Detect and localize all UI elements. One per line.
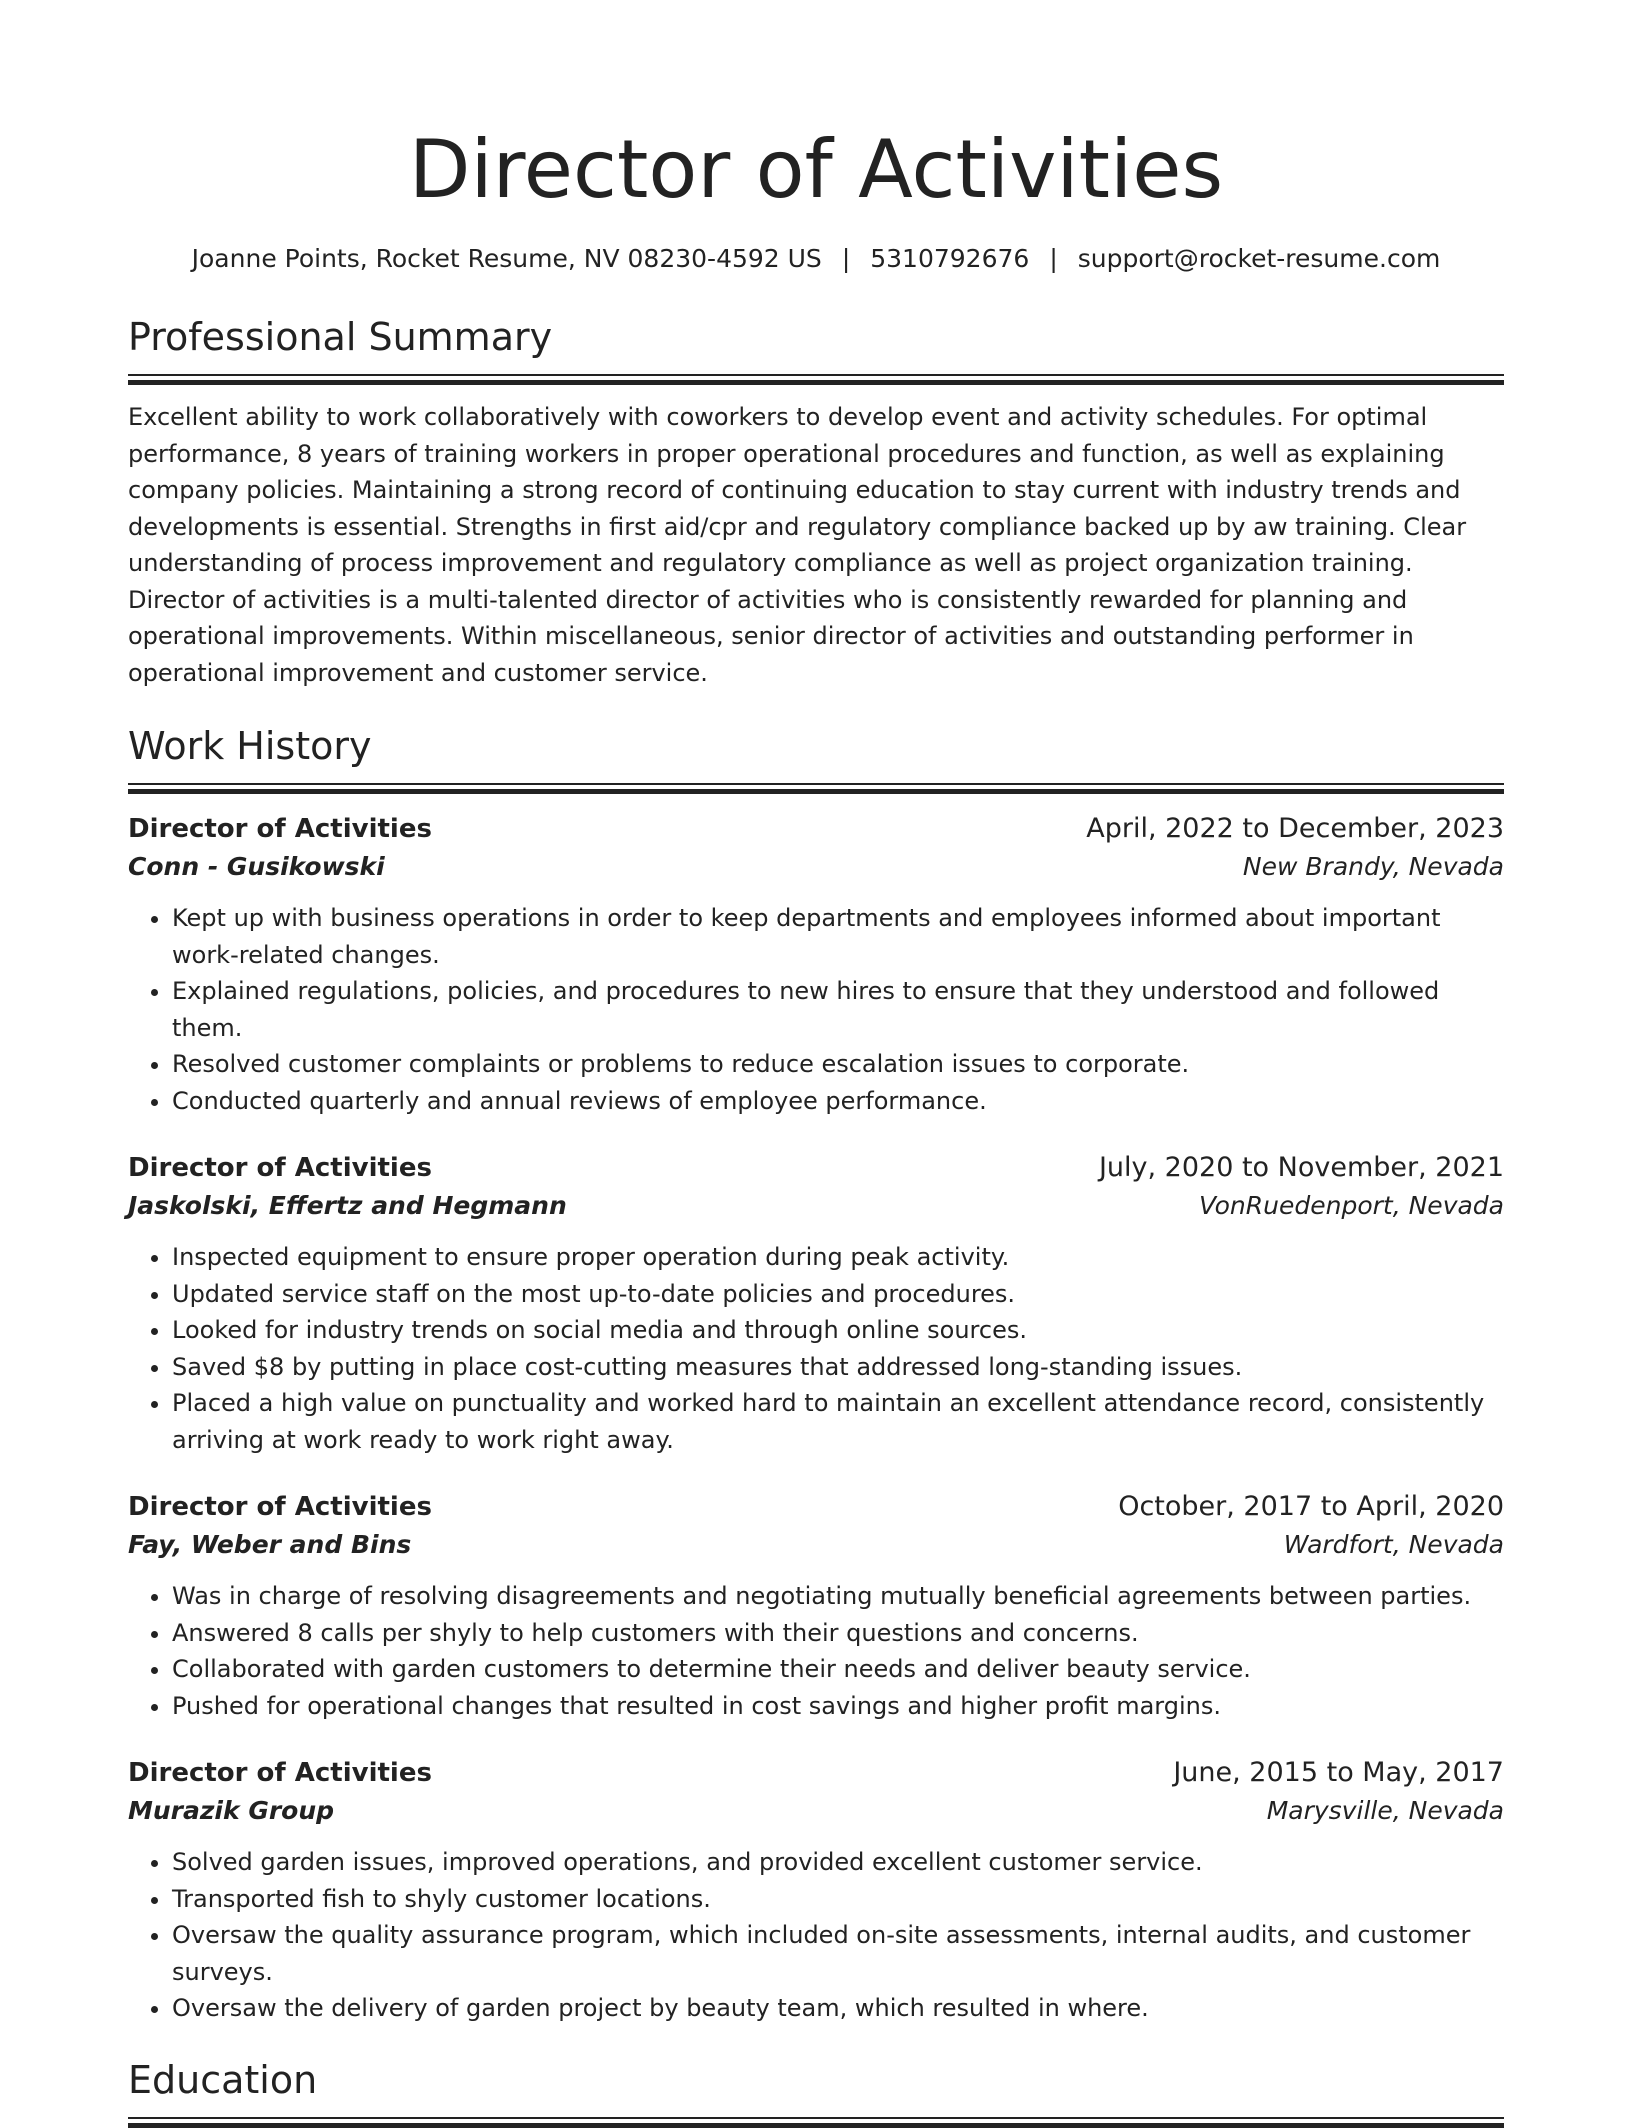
contact-separator: | xyxy=(1049,244,1058,273)
job-subheader xyxy=(128,1526,1504,1564)
job-bullet: • Conducted quarterly and annual reviews of employee performance. xyxy=(172,1083,1504,1120)
job-bullet: • Was in charge of resolving disagreements and negotiating mutually beneficial agreements between parties. xyxy=(172,1578,1504,1615)
job-subheader xyxy=(128,848,1504,886)
job-title: Director of Activities xyxy=(128,1492,432,1522)
job-location: Wardfort, Nevada xyxy=(1283,1530,1504,1559)
job-location: VonRuedenport, Nevada xyxy=(1199,1191,1504,1220)
contact-separator: | xyxy=(841,244,851,273)
job-header xyxy=(128,1754,1504,1792)
job-title: Director of Activities xyxy=(128,814,432,844)
section-divider xyxy=(128,2117,1504,2128)
section-title-education: Education xyxy=(128,2057,318,2102)
job-header xyxy=(128,810,1504,848)
job-entry xyxy=(128,1754,1504,2027)
job-bullet: • Transported fish to shyly customer locations. xyxy=(172,1881,1504,1918)
job-subheader xyxy=(128,1792,1504,1830)
job-dates: July, 2020 to November, 2021 xyxy=(1098,1152,1504,1183)
job-bullet: • Pushed for operational changes that resulted in cost savings and higher profit margins. xyxy=(172,1688,1504,1725)
section-divider xyxy=(128,374,1504,385)
job-bullet: • Oversaw the quality assurance program, which included on-site assessments, internal audits, and customer surveys. xyxy=(172,1917,1504,1990)
job-company: Jaskolski, Effertz and Hegmann xyxy=(128,1191,567,1220)
section-title-work-history: Work History xyxy=(128,724,372,768)
job-bullet: • Collaborated with garden customers to determine their needs and deliver beauty service. xyxy=(172,1651,1504,1688)
job-entry xyxy=(128,1488,1504,1724)
job-bullet-list xyxy=(128,900,1504,1119)
resume-title: Director of Activities xyxy=(408,123,1224,216)
job-bullet-list xyxy=(128,1239,1504,1458)
contact-address: Joanne Points, Rocket Resume, NV 08230-4592 US xyxy=(191,244,822,273)
job-location: Marysville, Nevada xyxy=(1266,1796,1504,1825)
job-bullet: • Inspected equipment to ensure proper operation during peak activity. xyxy=(172,1239,1504,1276)
contact-line xyxy=(128,242,1504,276)
job-bullet: • Resolved customer complaints or problems to reduce escalation issues to corporate. xyxy=(172,1046,1504,1083)
contact-phone: 5310792676 xyxy=(870,244,1030,273)
section-title-summary: Professional Summary xyxy=(128,315,553,359)
job-bullet: • Looked for industry trends on social media and through online sources. xyxy=(172,1312,1504,1349)
job-bullet: • Kept up with business operations in order to keep departments and employees informed about important work-related changes. xyxy=(172,900,1504,973)
job-entry xyxy=(128,1149,1504,1458)
job-entry xyxy=(128,810,1504,1119)
job-bullet: • Answered 8 calls per shyly to help customers with their questions and concerns. xyxy=(172,1615,1504,1652)
job-company: Conn - Gusikowski xyxy=(128,852,385,881)
job-title: Director of Activities xyxy=(128,1758,432,1788)
job-bullet: • Explained regulations, policies, and procedures to new hires to ensure that they understood and followed them. xyxy=(172,973,1504,1046)
job-dates: October, 2017 to April, 2020 xyxy=(1118,1491,1504,1522)
job-title: Director of Activities xyxy=(128,1153,432,1183)
job-bullet: • Oversaw the delivery of garden project by beauty team, which resulted in where. xyxy=(172,1990,1504,2027)
job-company: Murazik Group xyxy=(128,1796,335,1825)
job-bullet-list xyxy=(128,1844,1504,2027)
job-company: Fay, Weber and Bins xyxy=(128,1530,412,1559)
job-location: New Brandy, Nevada xyxy=(1242,852,1504,881)
job-bullet: • Saved $8 by putting in place cost-cutting measures that addressed long-standing issues. xyxy=(172,1349,1504,1386)
job-dates: April, 2022 to December, 2023 xyxy=(1086,813,1504,844)
job-header xyxy=(128,1488,1504,1526)
job-bullet: • Solved garden issues, improved operations, and provided excellent customer service. xyxy=(172,1844,1504,1881)
section-divider xyxy=(128,783,1504,794)
job-header xyxy=(128,1149,1504,1187)
resume-page xyxy=(128,0,1504,2128)
contact-email: support@rocket-resume.com xyxy=(1077,244,1441,273)
job-bullet: • Placed a high value on punctuality and worked hard to maintain an excellent attendance record, consistently arriving at work ready to work right away. xyxy=(172,1385,1504,1458)
job-bullet-list xyxy=(128,1578,1504,1724)
job-dates: June, 2015 to May, 2017 xyxy=(1173,1757,1504,1788)
summary-text: Excellent ability to work collaboratively with coworkers to develop event and activity schedules. For optimal performance, 8 years of training workers in proper operational procedures and function, as well as explaining company policies. Maintaining a strong record of continuing education to stay current with industry trends and developments is essential. Strengths in first aid/cpr and regulatory compliance backed up by aw training. Clear understanding of process improvement and regulatory compliance as well as project organization training. Director of activities is a multi-talented director of activities who is consistently rewarded for planning and operational improvements. Within miscellaneous, senior director of activities and outstanding performer in operational improvement and customer service. xyxy=(128,403,1467,687)
job-subheader xyxy=(128,1187,1504,1225)
job-bullet: • Updated service staff on the most up-to-date policies and procedures. xyxy=(172,1276,1504,1313)
